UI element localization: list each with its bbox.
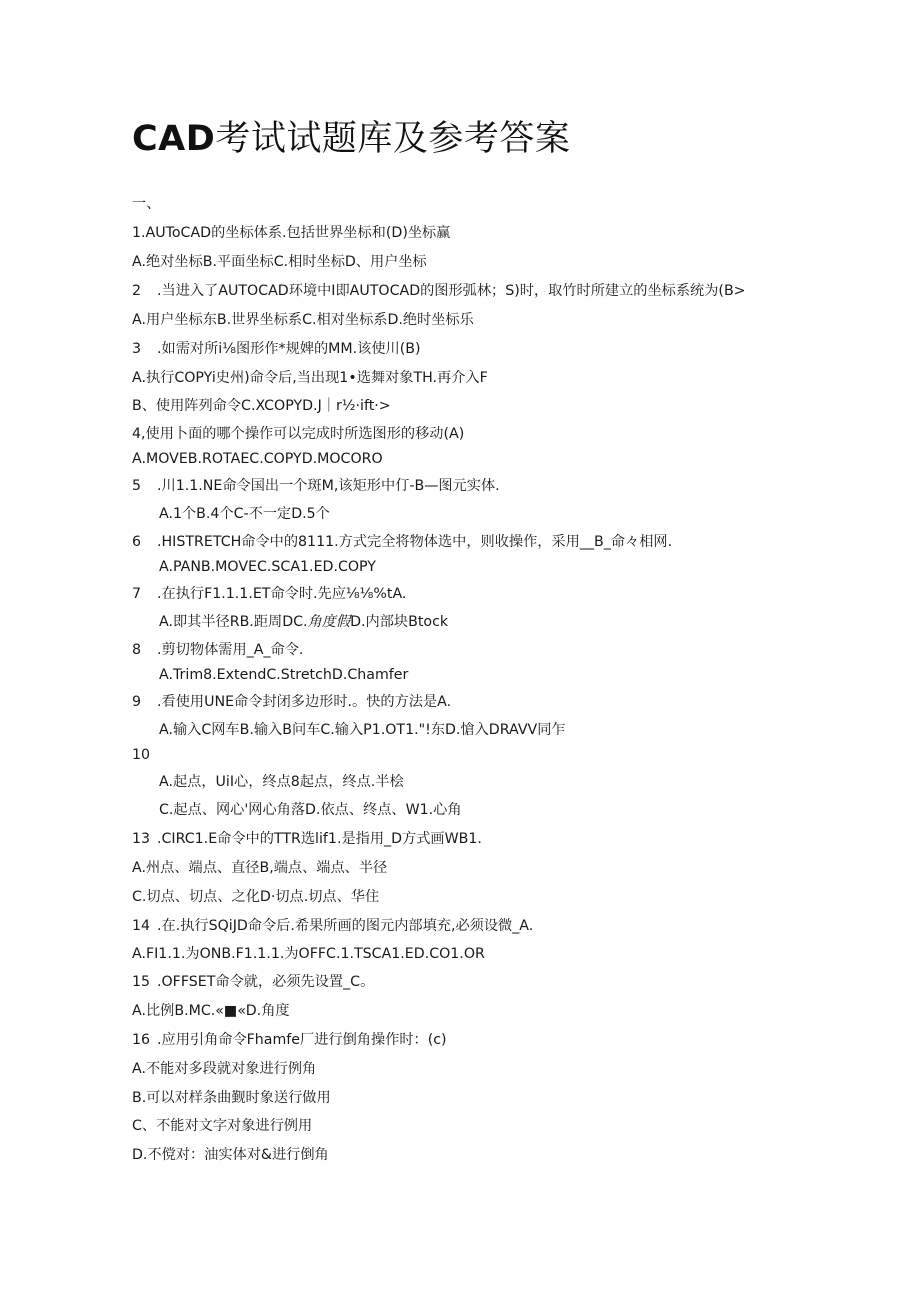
question-16 [132,1030,447,1050]
question-text: .当进入了AUTOCAD环境中I即AUTOCAD的图形弧林；S)时，取竹时所建立的坐标系统为(B> [157,283,746,299]
question-13-options-cd: C.切点、切点、之化D·切点.切点、华住 [132,889,380,905]
question-4: 4,使用卜面的哪个操作可以完成时所选图形的移动(A) [132,426,465,442]
question-9 [132,692,451,712]
question-text: .如需对所i⅛图形作*规婢的MM.该使川(B) [157,341,421,357]
question-text: .HISTRETCH命令中的8111.方式完全将物体选中，则收操作，采用__B_命々相网. [157,534,673,550]
question-number: 16 [132,1032,151,1048]
question-number: 3 [132,341,142,357]
question-1-options: A.绝对坐标B.平面坐标C.相时坐标D、用户坐标 [132,254,427,270]
question-text: .剪切物体需用_A_命令. [157,642,304,658]
question-16-option-d: D.不傥对：油实体对&进行倒角 [132,1147,329,1163]
question-10-options-ab: A.起点，UiI心，终点8起点，终点.半桧 [159,774,404,790]
document-title [132,111,570,161]
question-5 [132,476,500,496]
question-number: 13 [132,831,151,847]
question-text: .CIRC1.E命令中的TTR选lif1.是指用_D方式画WB1. [157,831,482,847]
question-number: 7 [132,586,142,602]
question-number: 2 [132,283,142,299]
question-text: .应用引角命令Fhamfe厂进行倒角操作时：(c) [157,1032,447,1048]
question-16-option-a: A.不能对多段就对象进行例角 [132,1061,317,1077]
question-15 [132,972,374,992]
question-5-options: A.1个B.4个C-不一定D.5个 [159,506,330,522]
question-4-options: A.MOVEB.ROTAEC.COPYD.MOCORO [132,451,383,467]
question-14 [132,916,533,936]
question-7-options [159,612,448,632]
question-2-options: A.用户坐标东B.世界坐标系C.相对坐标系D.绝时坐标乐 [132,312,474,328]
question-3 [132,339,421,359]
question-6 [132,532,672,552]
title-latin: CAD [132,119,216,159]
question-8-options: A.Trim8.ExtendC.StretchD.Chamfer [159,667,409,683]
question-number: 15 [132,974,151,990]
question-number: 5 [132,478,142,494]
option-text: A.即其半径RB.距周DC. [159,614,308,630]
question-3-options-bcd: B、使用阵列命令C.XCOPYD.J｜r½·ift·> [132,398,391,414]
question-1: 1.AUToCAD的坐标体系.包括世界坐标和(D)坐标赢 [132,225,451,241]
question-number: 9 [132,694,142,710]
question-8 [132,640,303,660]
option-text-italic: 角度假 [307,614,351,630]
question-3-option-a: A.执行COPYi史州)命令后,当出现1•选舞对象TH.再介入F [132,370,488,386]
question-13 [132,829,482,849]
title-chinese: 考试试题库及参考答案 [215,119,571,159]
question-text: .在.执行SQiJD命令后.希果所画的图元内部填充,必须设微_A. [157,918,534,934]
option-text-tail: D.内部块Btock [350,614,449,630]
question-16-option-c: C、不能对文字对象进行例用 [132,1118,313,1134]
question-10-number: 10 [132,747,151,763]
question-14-options: A.FI1.1.为ONB.F1.1.1.为OFFC.1.TSCA1.ED.CO1.OR [132,946,485,962]
question-text: .OFFSET命令就，必须先设置_C。 [157,974,375,990]
question-2 [132,281,746,301]
question-9-options: A.输入C网车B.输入B问车C.输入P1.OT1."!东D.愴入DRAVV同乍 [159,722,566,738]
section-mark: 一、 [132,196,161,212]
question-number: 8 [132,642,142,658]
question-13-options-ab: A.州点、端点、直径B,端点、端点、半径 [132,860,388,876]
question-number: 14 [132,918,151,934]
question-7 [132,584,406,604]
question-10-options-cd: C.起点、网心'网心角落D.依点、终点、W1.心角 [159,802,462,818]
question-6-options: A.PANB.MOVEC.SCA1.ED.COPY [159,559,376,575]
question-15-options: A.比例B.MC.«■«D.角度 [132,1003,290,1019]
question-text: .看使用UNE命令封闭多边形时.。快的方法是A. [157,694,452,710]
question-text: .川1.1.NE命令国出一个斑M,该矩形中仃-B—图元实体. [157,478,500,494]
question-number: 6 [132,534,142,550]
question-text: .在执行F1.1.1.ET命令时.先应⅛⅛%tA. [157,586,407,602]
question-16-option-b: B.可以对样条曲觐时象送行做用 [132,1090,331,1106]
